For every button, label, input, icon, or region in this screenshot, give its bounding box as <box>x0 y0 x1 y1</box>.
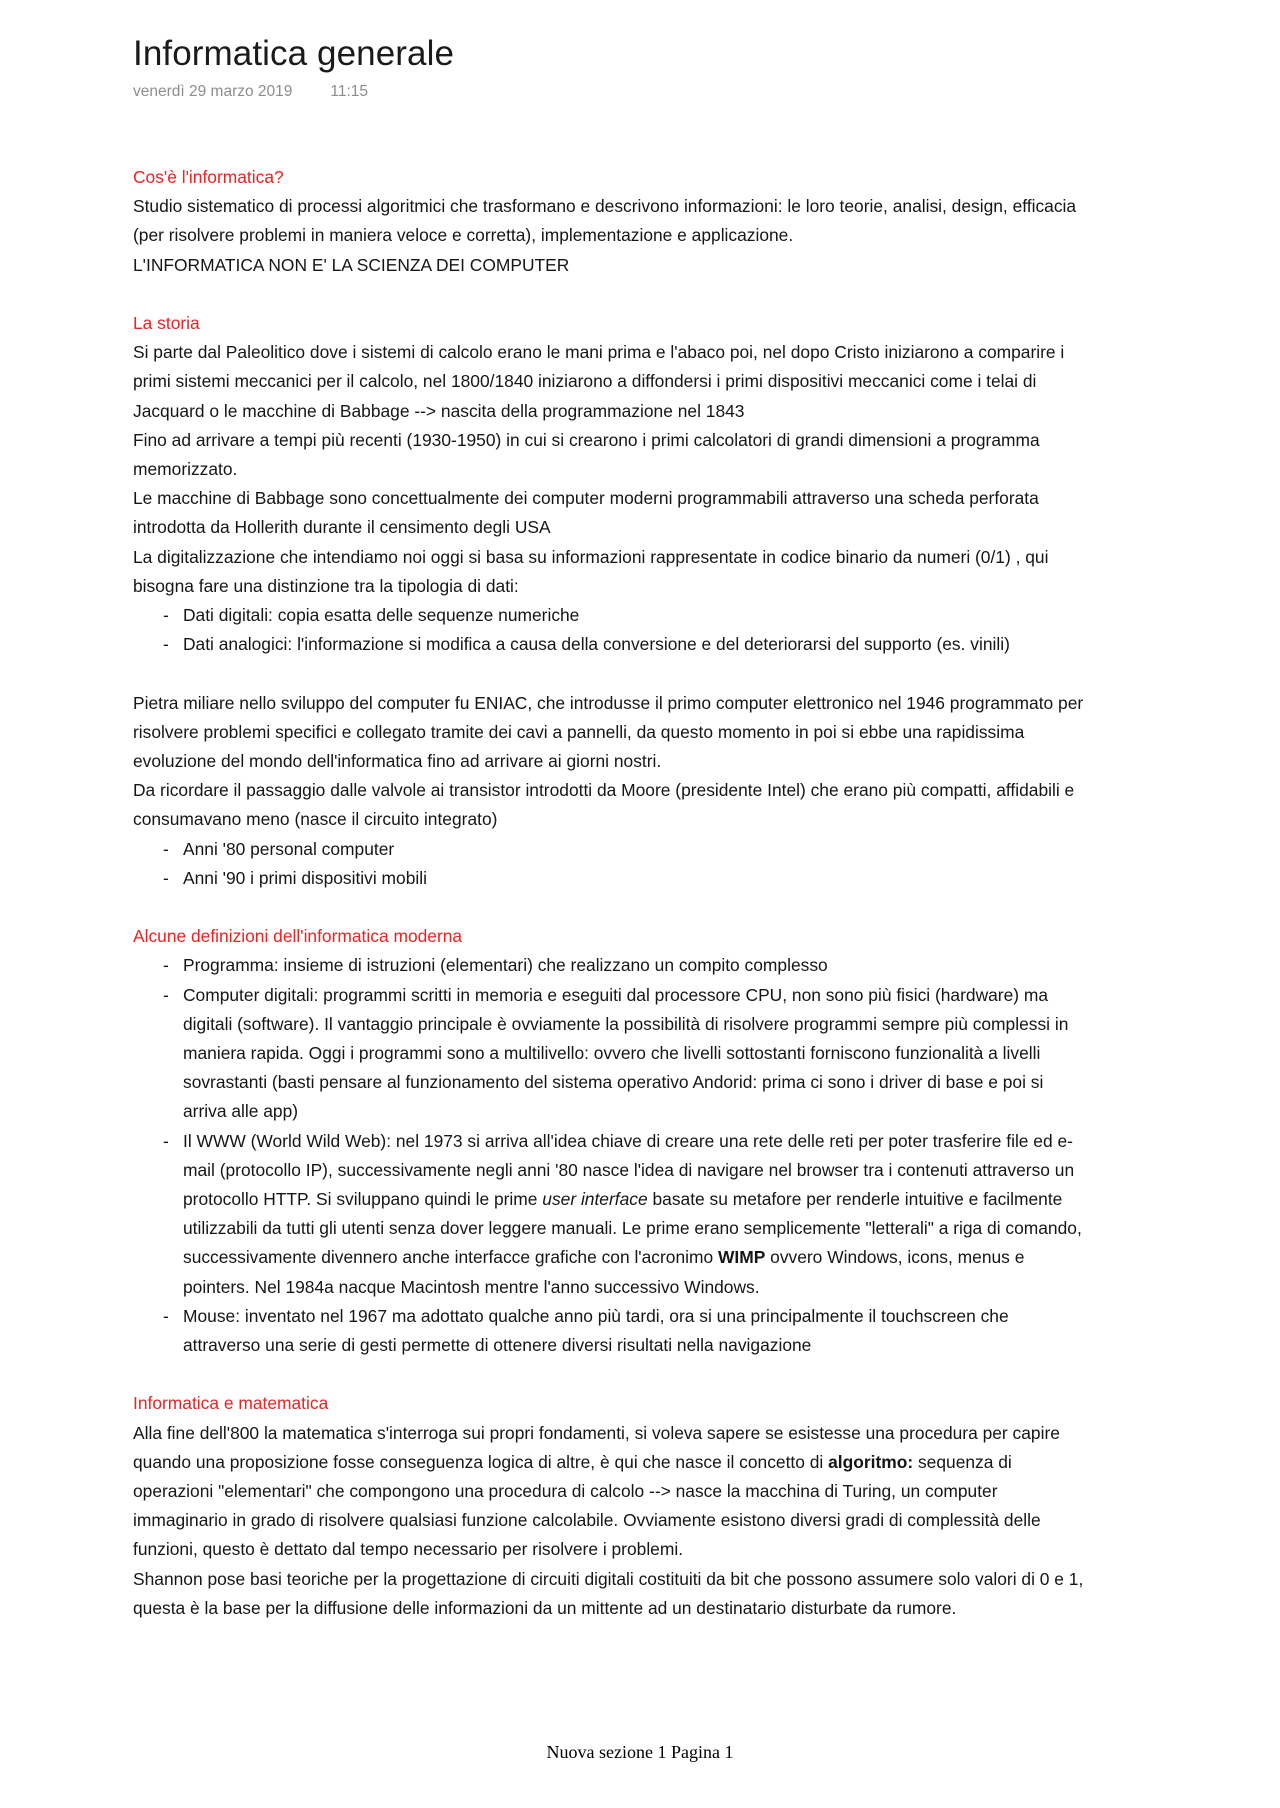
spacer <box>133 280 1085 309</box>
page-title: Informatica generale <box>133 34 455 73</box>
document-time: 11:15 <box>330 83 369 100</box>
list-item-label: Computer digitali: programmi scritti in memoria e eseguiti dal processore CPU, non sono più fisici (hardware) ma digitali (software). Il vantaggio principale è ovviamente la possibilità di risolvere programmi sempre più complessi in maniera rapida. Oggi i programmi sono a multilivello: ovvero che livelli sottostanti forniscono funzionalità a livelli sovrastanti (basti pensare al funzionamento del sistema operativo Andorid: prima ci sono i driver di base e poi si arriva alle app) <box>183 984 1069 1122</box>
section-heading-la-storia: La storia <box>133 313 200 333</box>
paragraph-s2-p6: Da ricordare il passaggio dalle valvole ai transistor introdotti da Moore (presidente Intel) che erano più compatti, affidabili e consumavano meno (nasce il circuito integrato) <box>133 780 1075 830</box>
spacer <box>133 1360 1085 1389</box>
list-item-label: Programma: insieme di istruzioni (elementari) che realizzano un compito complesso <box>183 955 828 976</box>
dash-bullet-icon: - <box>163 867 169 888</box>
list-dati-tipologia <box>133 601 1085 659</box>
bold-wimp: WIMP <box>717 1247 766 1268</box>
text-run: ovvero Windows, icons, menus e pointers. Nel 1984a nacque Macintosh mentre l'anno successivo Windows. <box>183 1247 1025 1297</box>
dash-bullet-icon: - <box>163 1305 169 1326</box>
list-item <box>133 1302 1085 1360</box>
paragraph-s1-p1: Studio sistematico di processi algoritmici che trasformano e descrivono informazioni: le loro teorie, analisi, design, efficacia (per risolvere problemi in maniera veloce e corretta), implementazione e applicazione. <box>133 196 1077 246</box>
list-item-label: Mouse: inventato nel 1967 ma adottato qualche anno più tardi, ora si una principalmente il touchscreen che attraverso una serie di gesti permette di ottenere diversi risultati nella navigazione <box>183 1305 1009 1356</box>
list-item-label: Anni '80 personal computer <box>183 838 395 859</box>
paragraph-s2-p3: Le macchine di Babbage sono concettualmente dei computer moderni programmabili attraverso una scheda perforata introdotta da Hollerith durante il censimento degli USA <box>133 488 1039 538</box>
list-definizioni <box>133 951 1085 1360</box>
spacer <box>133 893 1085 922</box>
text-run: Alla fine dell'800 la matematica s'interroga sui propri fondamenti, si voleva sapere se esistesse una procedura per capire quando una proposizione fosse conseguenza logica di altre, è qui che nasce il concetto di <box>133 1422 1060 1472</box>
list-item-label: Anni '90 i primi dispositivi mobili <box>183 867 427 888</box>
list-item-label <box>183 1131 1082 1297</box>
page-footer: Nuova sezione 1 Pagina 1 <box>546 1742 734 1762</box>
italic-user-interface: user interface <box>542 1189 648 1210</box>
section-heading-alcune-definizioni: Alcune definizioni dell'informatica moderna <box>133 926 463 947</box>
paragraph-s4-p1 <box>133 1419 1085 1565</box>
dash-bullet-icon: - <box>163 634 169 655</box>
list-item-label: Dati digitali: copia esatta delle sequenze numeriche <box>183 605 580 626</box>
document-meta <box>133 82 1083 102</box>
document-date: venerdì 29 marzo 2019 <box>133 83 293 100</box>
section-heading-informatica-e-matematica: Informatica e matematica <box>133 1393 329 1414</box>
paragraph-s4-p2: Shannon pose basi teoriche per la progettazione di circuiti digitali costituiti da bit che possono assumere solo valori di 0 e 1, questa è la base per la diffusione delle informazioni da un mittente ad un destinatario disturbate da rumore. <box>133 1568 1084 1618</box>
list-item <box>133 601 1085 630</box>
paragraph-s2-p4: La digitalizzazione che intendiamo noi oggi si basa su informazioni rappresentate in codice binario da numeri (0/1) , qui bisogna fare una distinzione tra la tipologia di dati: <box>133 546 1049 596</box>
section-heading-cos-e-informatica: Cos'è l'informatica? <box>133 167 284 187</box>
text-run: basate su metafore per renderle intuitive e facilmente utilizzabili da tutti gli utenti senza dover leggere manuali. Le prime erano semplicemente "letterali" a riga di comando, successivamente divennero anche interfacce grafiche con l'acronimo <box>183 1189 1082 1268</box>
paragraph-s2-p1: Si parte dal Paleolitico dove i sistemi di calcolo erano le mani prima e l'abaco poi, nel dopo Cristo iniziarono a comparire i primi sistemi meccanici per il calcolo, nel 1800/1840 iniziarono a diffondersi i primi dispositivi meccanici come i telai di Jacquard o le macchine di Babbage --> nascita della programmazione nel 1843 <box>133 342 1065 421</box>
document-header <box>133 32 1083 102</box>
dash-bullet-icon: - <box>163 838 169 859</box>
dash-bullet-icon: - <box>163 984 169 1005</box>
dash-bullet-icon: - <box>163 605 169 626</box>
list-item <box>133 1127 1085 1302</box>
paragraph-s2-p5: Pietra miliare nello sviluppo del computer fu ENIAC, che introdusse il primo computer elettronico nel 1946 programmato per risolvere problemi specifici e collegato tramite dei cavi a pannelli, da questo momento in poi si ebbe una rapidissima evoluzione del mondo dell'informatica fino ad arrivare ai giorni nostri. <box>133 692 1084 772</box>
list-decenni <box>133 835 1085 893</box>
list-item <box>133 835 1085 864</box>
text-run: sequenza di operazioni "elementari" che compongono una procedura di calcolo --> nasce la macchina di Turing, un computer immaginario in grado di risolvere qualsiasi funzione calcolabile. Ovviamente esistono diversi gradi di complessità delle funzioni, questo è dettato dal tempo necessario per risolvere i problemi. <box>133 1451 1041 1560</box>
list-item <box>133 630 1085 659</box>
text-run: Il WWW (World Wild Web): nel 1973 si arriva all'idea chiave di creare una rete delle reti per poter trasferire file ed e-mail (protocollo IP), successivamente negli anni '80 nasce l'idea di navigare nel browser tra i contenuti attraverso un protocollo HTTP. Si sviluppano quindi le prime <box>183 1130 1075 1210</box>
paragraph-s1-p2: L'INFORMATICA NON E' LA SCIENZA DEI COMPUTER <box>133 254 570 275</box>
document-body <box>133 163 1085 1623</box>
list-item <box>133 981 1085 1127</box>
paragraph-s2-p2: Fino ad arrivare a tempi più recenti (1930-1950) in cui si crearono i primi calcolatori di grandi dimensioni a programma memorizzato. <box>133 429 1040 480</box>
dash-bullet-icon: - <box>163 955 169 976</box>
list-item <box>133 864 1085 893</box>
spacer <box>133 659 1085 688</box>
dash-bullet-icon: - <box>163 1130 169 1151</box>
list-item-label: Dati analogici: l'informazione si modifica a causa della conversione e del deteriorarsi del supporto (es. vinili) <box>183 634 1010 655</box>
bold-algoritmo: algoritmo: <box>828 1451 914 1472</box>
list-item <box>133 951 1085 980</box>
